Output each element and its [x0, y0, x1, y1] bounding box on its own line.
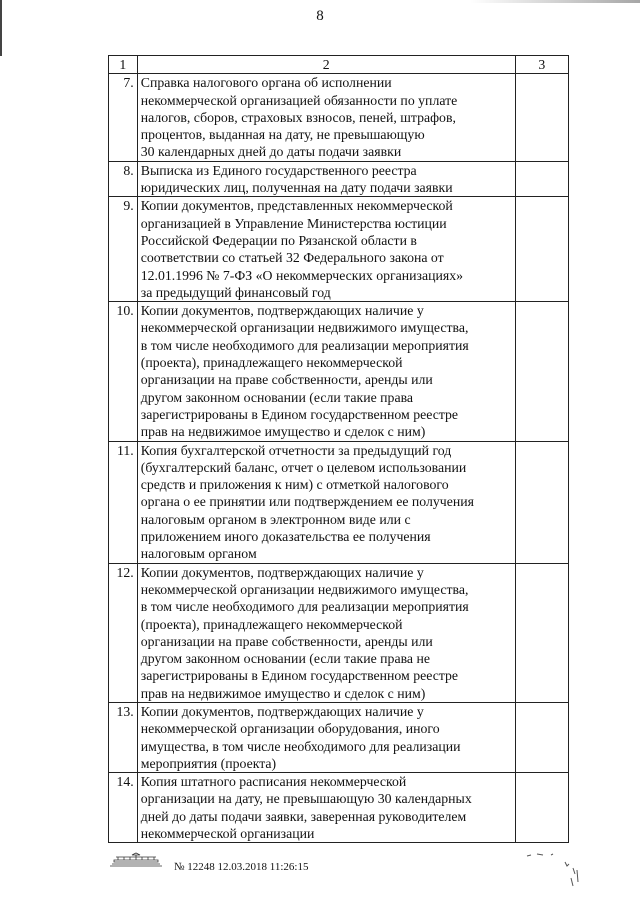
description-line: другом законном основании (если такие права не — [140, 651, 430, 667]
description-line: приложением иного доказательства ее получения — [140, 529, 431, 545]
row-number: 11. — [109, 441, 138, 563]
row-document-description — [137, 74, 515, 161]
row-number: 7. — [109, 74, 138, 161]
description-line: некоммерческой организации оборудования, иного — [140, 721, 440, 737]
table-row — [109, 197, 569, 302]
row-document-description — [137, 302, 515, 441]
row-number: 13. — [109, 702, 138, 772]
row-mark-cell — [515, 302, 568, 441]
row-document-description — [137, 702, 515, 772]
page-number: 8 — [316, 8, 324, 24]
row-number: 14. — [109, 773, 138, 843]
row-document-description — [137, 773, 515, 843]
header-col-2: 2 — [137, 56, 515, 74]
row-mark-cell — [515, 441, 568, 563]
description-line: организации на дату, не превышающую 30 календарных — [140, 791, 472, 807]
description-line: (бухгалтерский баланс, отчет о целевом использовании — [140, 459, 467, 475]
row-number: 12. — [109, 563, 138, 702]
description-line: Российской Федерации по Рязанской области в — [140, 232, 417, 248]
scan-mark-top — [470, 0, 640, 3]
description-line: за предыдущий финансовый год — [140, 284, 331, 300]
row-mark-cell — [515, 702, 568, 772]
table-row — [109, 773, 569, 843]
row-document-description — [137, 197, 515, 302]
table-row — [109, 74, 569, 161]
description-line: некоммерческой организацией обязанности по уплате — [140, 92, 458, 108]
description-line: мероприятия (проекта) — [140, 755, 277, 771]
description-line: (проекта), принадлежащего некоммерческой — [140, 616, 403, 632]
row-mark-cell — [515, 197, 568, 302]
row-document-description — [137, 441, 515, 563]
table-row — [109, 563, 569, 702]
description-line: налоговым органом в электронном виде или с — [140, 511, 411, 527]
row-document-description — [137, 161, 515, 197]
description-line: (проекта), принадлежащего некоммерческой — [140, 355, 403, 371]
row-number: 10. — [109, 302, 138, 441]
description-line: в том числе необходимого для реализации мероприятия — [140, 599, 469, 615]
description-line: налоговым органом — [140, 546, 257, 562]
description-line: дней до даты подачи заявки, заверенная руководителем — [140, 808, 467, 824]
description-line: процентов, выданная на дату, не превышающую — [140, 127, 425, 143]
description-line: Копии документов, подтверждающих наличие у — [140, 703, 424, 719]
description-line: Справка налогового органа об исполнении — [140, 75, 392, 91]
row-mark-cell — [515, 563, 568, 702]
table-body — [109, 74, 569, 843]
table-header-row — [109, 56, 569, 74]
row-document-description — [137, 563, 515, 702]
description-line: имущества, в том числе необходимого для реализации — [140, 738, 461, 754]
description-line: прав на недвижимое имущество и сделок с ним) — [140, 424, 426, 440]
description-line: органа о ее принятии или подтверждением ее получения — [140, 494, 474, 510]
description-line: некоммерческой организации недвижимого имущества, — [140, 581, 469, 597]
scan-specks — [525, 852, 585, 892]
row-mark-cell — [515, 74, 568, 161]
document-checklist-table — [108, 55, 569, 843]
row-number: 9. — [109, 197, 138, 302]
table-row — [109, 302, 569, 441]
description-line: юридических лиц, полученная на дату подачи заявки — [140, 180, 453, 196]
description-line: Копия бухгалтерской отчетности за предыдущий год — [140, 442, 452, 458]
description-line: 30 календарных дней до даты подачи заявки — [140, 144, 402, 160]
description-line: Копия штатного расписания некоммерческой — [140, 774, 407, 790]
description-line: 12.01.1996 № 7-ФЗ «О некоммерческих организациях» — [140, 267, 464, 283]
row-mark-cell — [515, 773, 568, 843]
description-line: средств и приложения к ним) с отметкой налогового — [140, 477, 449, 493]
row-number: 8. — [109, 161, 138, 197]
description-line: некоммерческой организации — [140, 826, 315, 842]
description-line: прав на недвижимое имущество и сделок с ним) — [140, 685, 426, 701]
description-line: некоммерческой организации недвижимого имущества, — [140, 320, 469, 336]
table-row — [109, 161, 569, 197]
description-line: другом законном основании (если такие права — [140, 389, 414, 405]
description-line: организации на праве собственности, аренды или — [140, 372, 433, 388]
description-line: налогов, сборов, страховых взносов, пеней, штрафов, — [140, 109, 456, 125]
description-line: зарегистрированы в Едином государственном реестре — [140, 668, 459, 684]
table-row — [109, 702, 569, 772]
registration-stamp: № 12248 12.03.2018 11:26:15 — [174, 861, 309, 873]
description-line: Копии документов, подтверждающих наличие у — [140, 303, 424, 319]
description-line: в том числе необходимого для реализации мероприятия — [140, 337, 469, 353]
description-line: Выписка из Единого государственного реестра — [140, 162, 417, 178]
description-line: организации на праве собственности, аренды или — [140, 633, 433, 649]
description-line: Копии документов, подтверждающих наличие у — [140, 564, 424, 580]
description-line: зарегистрированы в Едином государственном реестре — [140, 406, 459, 422]
description-line: соответствии со статьей 32 Федерального закона от — [140, 250, 444, 266]
header-col-1: 1 — [109, 56, 138, 74]
description-line: Копии документов, представленных некоммерческой — [140, 198, 453, 214]
description-line: организацией в Управление Министерства юстиции — [140, 215, 447, 231]
table-row — [109, 441, 569, 563]
row-mark-cell — [515, 161, 568, 197]
government-building-logo — [108, 852, 164, 868]
header-col-3: 3 — [515, 56, 568, 74]
